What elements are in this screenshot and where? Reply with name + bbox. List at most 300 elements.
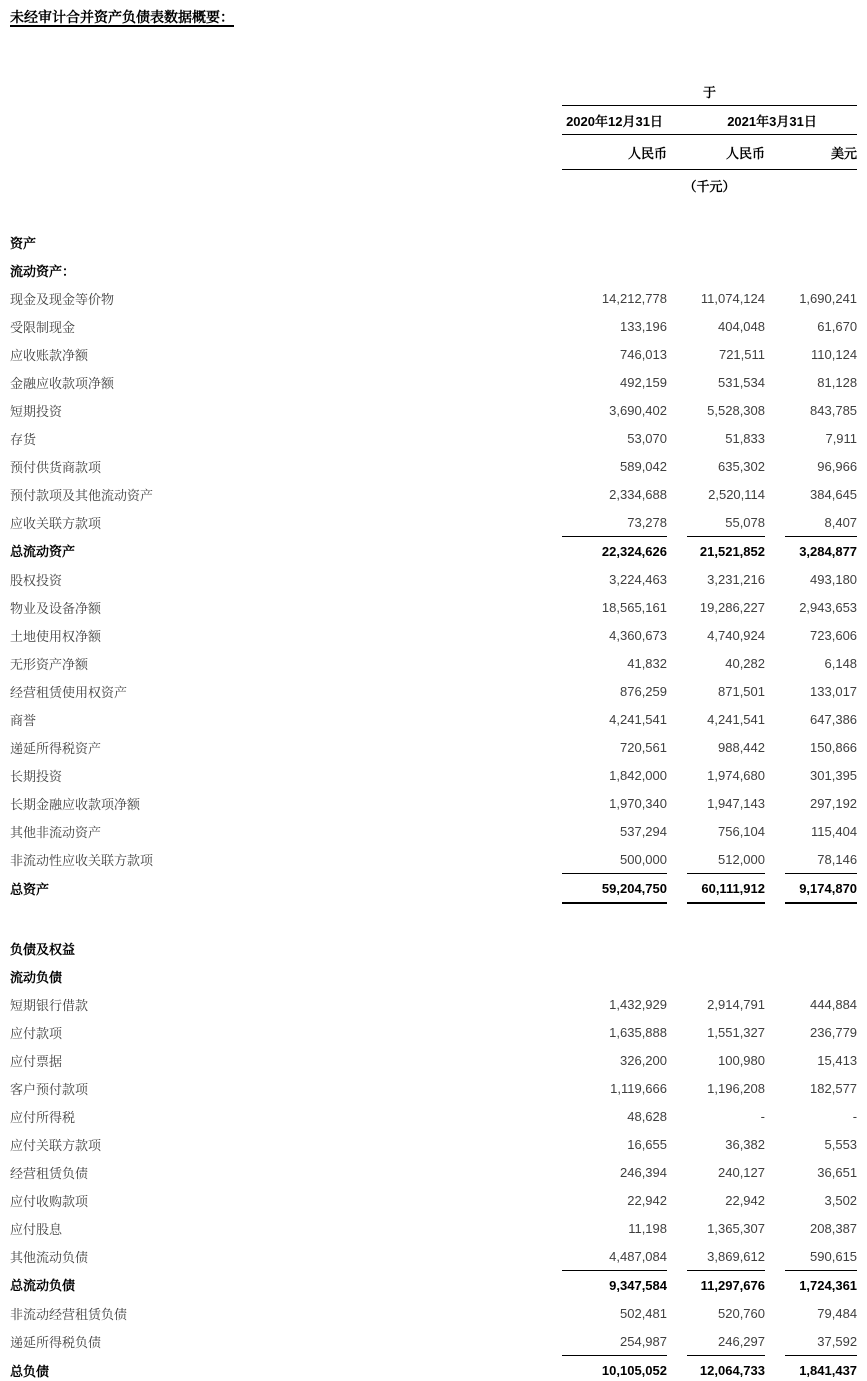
column-gap xyxy=(765,508,785,537)
column-gap xyxy=(765,537,785,566)
value-2021-03-31-usd xyxy=(785,228,857,256)
column-gap xyxy=(667,817,687,845)
row-label: 长期投资 xyxy=(10,768,63,784)
value-2021-03-31-usd: 493,180 xyxy=(810,571,858,587)
value-2021-03-31-usd: 78,146 xyxy=(785,845,857,874)
value-2020-12-31-rmb: 16,655 xyxy=(627,1136,667,1152)
table-row xyxy=(10,228,857,256)
header-currency-rmb-1: 人民币 xyxy=(562,135,667,170)
value-2021-03-31-usd: 115,404 xyxy=(811,823,858,839)
table-row xyxy=(10,312,857,340)
value-2020-12-31-rmb: 3,224,463 xyxy=(609,571,667,587)
column-gap xyxy=(765,845,785,874)
column-gap xyxy=(765,1242,785,1271)
column-gap xyxy=(667,649,687,677)
column-gap xyxy=(765,621,785,649)
value-2021-03-31-rmb: 520,760 xyxy=(718,1305,765,1321)
row-label: 应收账款净额 xyxy=(10,347,89,363)
value-2021-03-31-usd: 96,966 xyxy=(817,458,858,474)
column-gap xyxy=(765,1271,785,1300)
row-label: 短期银行借款 xyxy=(10,997,89,1013)
value-2020-12-31-rmb xyxy=(562,256,667,284)
column-gap xyxy=(765,312,785,340)
column-gap xyxy=(667,1214,687,1242)
value-2021-03-31-usd: 182,577 xyxy=(810,1080,858,1096)
row-label: 存货 xyxy=(10,431,37,447)
table-row xyxy=(10,962,857,990)
column-gap xyxy=(765,1327,785,1356)
row-label: 客户预付款项 xyxy=(10,1081,89,1097)
column-gap xyxy=(667,508,687,537)
header-currency-rmb-2: 人民币 xyxy=(687,135,765,170)
header-date-2021-03-31: 2021年3月31日 xyxy=(687,106,857,135)
value-2021-03-31-usd: 1,690,241 xyxy=(799,290,858,306)
column-gap xyxy=(667,1102,687,1130)
table-row xyxy=(10,284,857,312)
row-label: 应付股息 xyxy=(10,1221,63,1237)
row-label: 经营租赁负债 xyxy=(10,1165,89,1181)
column-gap xyxy=(765,962,785,990)
table-row xyxy=(10,789,857,817)
value-2020-12-31-rmb: 48,628 xyxy=(627,1108,667,1124)
value-2021-03-31-usd: 150,866 xyxy=(810,739,858,755)
row-label: 经营租赁使用权资产 xyxy=(10,684,128,700)
value-2021-03-31-rmb xyxy=(687,228,765,256)
value-2021-03-31-usd: 9,174,870 xyxy=(785,874,857,904)
value-2020-12-31-rmb: 589,042 xyxy=(620,458,667,474)
value-2020-12-31-rmb: 4,487,084 xyxy=(562,1242,667,1271)
value-2021-03-31-usd: 81,128 xyxy=(817,374,858,390)
table-row xyxy=(10,1074,857,1102)
table-row xyxy=(10,1186,857,1214)
table-row xyxy=(10,874,857,904)
column-gap xyxy=(667,565,687,593)
value-2020-12-31-rmb: 500,000 xyxy=(562,845,667,874)
column-gap xyxy=(667,733,687,761)
value-2020-12-31-rmb: 59,204,750 xyxy=(562,874,667,904)
column-gap xyxy=(667,284,687,312)
value-2021-03-31-rmb: - xyxy=(760,1108,765,1124)
column-gap xyxy=(765,1299,785,1327)
table-row xyxy=(10,1356,857,1381)
column-gap xyxy=(765,1046,785,1074)
row-label: 递延所得税负债 xyxy=(10,1334,102,1350)
value-2020-12-31-rmb: 73,278 xyxy=(562,508,667,537)
value-2021-03-31-rmb: 11,074,124 xyxy=(700,290,765,306)
table-row xyxy=(10,256,857,284)
value-2021-03-31-usd: 8,407 xyxy=(785,508,857,537)
table-row xyxy=(10,621,857,649)
column-gap xyxy=(765,1186,785,1214)
column-gap xyxy=(765,1356,785,1381)
value-2021-03-31-rmb: 11,297,676 xyxy=(700,1277,765,1293)
value-2020-12-31-rmb: 9,347,584 xyxy=(609,1277,667,1293)
column-gap xyxy=(667,424,687,452)
value-2021-03-31-rmb: 36,382 xyxy=(725,1136,765,1152)
value-2021-03-31-usd: 37,592 xyxy=(785,1327,857,1356)
row-label: 总流动资产 xyxy=(10,544,76,560)
column-gap xyxy=(667,452,687,480)
row-label: 股权投资 xyxy=(10,572,63,588)
value-2021-03-31-rmb: 531,534 xyxy=(718,374,765,390)
value-2020-12-31-rmb: 254,987 xyxy=(562,1327,667,1356)
value-2021-03-31-usd: 79,484 xyxy=(817,1305,858,1321)
row-label: 流动负债 xyxy=(10,969,63,985)
value-2021-03-31-rmb: 871,501 xyxy=(718,683,765,699)
value-2021-03-31-usd: 208,387 xyxy=(810,1220,858,1236)
row-label: 商誉 xyxy=(10,712,37,728)
value-2021-03-31-rmb: 1,196,208 xyxy=(707,1080,765,1096)
header-spacer-row xyxy=(10,200,857,228)
table-row xyxy=(10,537,857,566)
value-2021-03-31-rmb: 1,365,307 xyxy=(707,1220,765,1236)
table-row xyxy=(10,1046,857,1074)
row-label: 长期金融应收款项净额 xyxy=(10,796,141,812)
column-gap xyxy=(667,1130,687,1158)
table-row xyxy=(10,1158,857,1186)
column-gap xyxy=(667,593,687,621)
value-2021-03-31-usd: 61,670 xyxy=(817,318,858,334)
header-label-spacer xyxy=(10,77,562,106)
header-asof-row xyxy=(10,77,857,106)
value-2021-03-31-usd: 647,386 xyxy=(810,711,858,727)
value-2021-03-31-rmb xyxy=(687,962,765,990)
column-gap xyxy=(765,789,785,817)
value-2020-12-31-rmb: 18,565,161 xyxy=(601,599,667,615)
value-2021-03-31-rmb: 721,511 xyxy=(718,346,765,362)
value-2021-03-31-rmb: 22,942 xyxy=(725,1192,765,1208)
row-label: 资产 xyxy=(10,235,37,251)
column-gap xyxy=(765,284,785,312)
table-row xyxy=(10,705,857,733)
column-gap xyxy=(765,1214,785,1242)
value-2021-03-31-usd: 110,124 xyxy=(811,346,858,362)
column-gap xyxy=(667,789,687,817)
value-2021-03-31-usd xyxy=(785,256,857,284)
row-label: 非流动经营租赁负债 xyxy=(10,1306,128,1322)
table-row xyxy=(10,677,857,705)
value-2020-12-31-rmb: 11,198 xyxy=(628,1220,667,1236)
row-label: 受限制现金 xyxy=(10,319,76,335)
value-2021-03-31-usd: 236,779 xyxy=(810,1024,858,1040)
section-spacer-row xyxy=(10,903,857,934)
value-2020-12-31-rmb xyxy=(562,228,667,256)
value-2021-03-31-rmb: 5,528,308 xyxy=(707,402,765,418)
value-2021-03-31-rmb: 21,521,852 xyxy=(699,543,765,559)
value-2021-03-31-usd: 7,911 xyxy=(825,430,858,446)
column-gap xyxy=(667,705,687,733)
header-gap xyxy=(667,135,687,170)
table-row xyxy=(10,1271,857,1300)
table-row xyxy=(10,934,857,962)
table-header xyxy=(10,77,857,228)
value-2020-12-31-rmb xyxy=(562,934,667,962)
header-unit: （千元） xyxy=(683,178,736,194)
column-gap xyxy=(667,1242,687,1271)
value-2021-03-31-rmb: 55,078 xyxy=(687,508,765,537)
row-label: 负债及权益 xyxy=(10,941,76,957)
column-gap xyxy=(667,1158,687,1186)
table-row xyxy=(10,1018,857,1046)
column-gap xyxy=(765,677,785,705)
column-gap xyxy=(765,761,785,789)
column-gap xyxy=(765,934,785,962)
header-currency-usd: 美元 xyxy=(785,135,857,170)
column-gap xyxy=(765,1130,785,1158)
row-label: 预付供货商款项 xyxy=(10,459,102,475)
value-2020-12-31-rmb: 2,334,688 xyxy=(609,486,667,502)
value-2020-12-31-rmb: 14,212,778 xyxy=(601,290,667,306)
value-2021-03-31-usd: 2,943,653 xyxy=(799,599,858,615)
table-row xyxy=(10,845,857,874)
value-2020-12-31-rmb: 246,394 xyxy=(620,1164,667,1180)
column-gap xyxy=(765,340,785,368)
row-label: 总负债 xyxy=(10,1363,50,1379)
value-2021-03-31-usd: 590,615 xyxy=(785,1242,857,1271)
row-label: 应付票据 xyxy=(10,1053,63,1069)
column-gap xyxy=(667,934,687,962)
value-2021-03-31-rmb: 3,869,612 xyxy=(687,1242,765,1271)
column-gap xyxy=(667,228,687,256)
value-2020-12-31-rmb: 537,294 xyxy=(620,823,667,839)
value-2020-12-31-rmb: 876,259 xyxy=(620,683,667,699)
balance-sheet-table xyxy=(10,77,857,1381)
header-gap xyxy=(765,135,785,170)
column-gap xyxy=(765,817,785,845)
value-2021-03-31-usd: 843,785 xyxy=(810,402,858,418)
column-gap xyxy=(667,845,687,874)
table-row xyxy=(10,761,857,789)
value-2021-03-31-usd: - xyxy=(852,1108,858,1124)
column-gap xyxy=(765,1102,785,1130)
row-label: 短期投资 xyxy=(10,403,63,419)
table-row xyxy=(10,1102,857,1130)
row-label: 应收关联方款项 xyxy=(10,515,102,531)
value-2020-12-31-rmb: 326,200 xyxy=(620,1052,667,1068)
value-2021-03-31-usd: 723,606 xyxy=(810,627,858,643)
column-gap xyxy=(667,312,687,340)
value-2021-03-31-rmb: 1,974,680 xyxy=(707,767,765,783)
value-2021-03-31-rmb: 3,231,216 xyxy=(707,571,765,587)
column-gap xyxy=(667,1046,687,1074)
column-gap xyxy=(667,340,687,368)
row-label: 应付款项 xyxy=(10,1025,63,1041)
column-gap xyxy=(667,1074,687,1102)
document-title xyxy=(10,8,867,29)
document-title-text: 未经审计合并资产负债表数据概要： xyxy=(10,9,234,25)
value-2020-12-31-rmb: 22,942 xyxy=(627,1192,667,1208)
column-gap xyxy=(765,1018,785,1046)
column-gap xyxy=(667,396,687,424)
column-gap xyxy=(765,396,785,424)
table-row xyxy=(10,452,857,480)
column-gap xyxy=(667,621,687,649)
column-gap xyxy=(667,480,687,508)
row-label: 预付款项及其他流动资产 xyxy=(10,487,154,503)
value-2021-03-31-rmb: 19,286,227 xyxy=(699,599,765,615)
column-gap xyxy=(667,677,687,705)
row-label: 金融应收款项净额 xyxy=(10,375,115,391)
column-gap xyxy=(667,537,687,566)
column-gap xyxy=(667,1356,687,1381)
table-row xyxy=(10,1130,857,1158)
table-row xyxy=(10,990,857,1018)
column-gap xyxy=(765,256,785,284)
row-label: 物业及设备净额 xyxy=(10,600,102,616)
value-2021-03-31-rmb: 51,833 xyxy=(725,430,765,446)
value-2021-03-31-usd: 6,148 xyxy=(824,655,858,671)
value-2021-03-31-rmb xyxy=(687,934,765,962)
value-2020-12-31-rmb: 3,690,402 xyxy=(609,402,667,418)
value-2021-03-31-rmb: 4,241,541 xyxy=(707,711,765,727)
row-label: 应付所得税 xyxy=(10,1109,76,1125)
table-row xyxy=(10,565,857,593)
header-dates-row xyxy=(10,106,857,135)
table-row xyxy=(10,733,857,761)
table-row xyxy=(10,1299,857,1327)
header-currency-row xyxy=(10,135,857,170)
column-gap xyxy=(765,733,785,761)
value-2020-12-31-rmb: 492,159 xyxy=(620,374,667,390)
row-label: 应付收购款项 xyxy=(10,1193,89,1209)
value-2021-03-31-rmb: 404,048 xyxy=(718,318,765,334)
header-asof: 于 xyxy=(562,77,857,106)
table-row xyxy=(10,593,857,621)
spacer xyxy=(10,200,857,228)
value-2021-03-31-usd: 133,017 xyxy=(810,683,858,699)
table-row xyxy=(10,817,857,845)
column-gap xyxy=(667,1186,687,1214)
column-gap xyxy=(667,1299,687,1327)
value-2021-03-31-rmb: 240,127 xyxy=(718,1164,765,1180)
value-2020-12-31-rmb: 502,481 xyxy=(620,1305,667,1321)
value-2020-12-31-rmb xyxy=(562,962,667,990)
value-2020-12-31-rmb: 53,070 xyxy=(627,430,667,446)
header-gap xyxy=(667,106,687,135)
table-row xyxy=(10,1327,857,1356)
value-2021-03-31-usd xyxy=(785,962,857,990)
value-2020-12-31-rmb: 1,119,666 xyxy=(610,1080,667,1096)
column-gap xyxy=(765,480,785,508)
column-gap xyxy=(765,368,785,396)
column-gap xyxy=(765,565,785,593)
value-2021-03-31-rmb: 988,442 xyxy=(718,739,765,755)
value-2021-03-31-usd: 36,651 xyxy=(817,1164,858,1180)
column-gap xyxy=(667,1327,687,1356)
value-2021-03-31-usd: 444,884 xyxy=(810,996,858,1012)
column-gap xyxy=(667,256,687,284)
value-2021-03-31-usd: 3,502 xyxy=(824,1192,858,1208)
row-label: 总流动负债 xyxy=(10,1278,76,1294)
row-label: 无形资产净额 xyxy=(10,656,89,672)
column-gap xyxy=(667,761,687,789)
row-label: 其他非流动资产 xyxy=(10,824,102,840)
table-row xyxy=(10,508,857,537)
value-2021-03-31-usd: 1,724,361 xyxy=(799,1277,858,1293)
column-gap xyxy=(667,1271,687,1300)
column-gap xyxy=(765,649,785,677)
header-label-spacer xyxy=(10,170,562,201)
table-row xyxy=(10,1242,857,1271)
value-2021-03-31-rmb: 2,520,114 xyxy=(708,486,765,502)
row-label: 非流动性应收关联方款项 xyxy=(10,852,154,868)
column-gap xyxy=(765,424,785,452)
column-gap xyxy=(765,593,785,621)
column-gap xyxy=(667,1018,687,1046)
table-row xyxy=(10,396,857,424)
table-body xyxy=(10,228,857,1381)
value-2021-03-31-rmb xyxy=(687,256,765,284)
row-label: 流动资产： xyxy=(10,263,76,279)
value-2020-12-31-rmb: 10,105,052 xyxy=(562,1356,667,1381)
header-date-2020-12-31: 2020年12月31日 xyxy=(562,106,667,135)
row-label: 土地使用权净额 xyxy=(10,628,102,644)
value-2020-12-31-rmb: 4,360,673 xyxy=(609,627,667,643)
table-row xyxy=(10,340,857,368)
value-2020-12-31-rmb: 41,832 xyxy=(627,655,667,671)
column-gap xyxy=(765,990,785,1018)
column-gap xyxy=(765,228,785,256)
value-2020-12-31-rmb: 1,842,000 xyxy=(609,767,667,783)
column-gap xyxy=(765,1074,785,1102)
column-gap xyxy=(667,874,687,904)
table-row xyxy=(10,1214,857,1242)
value-2021-03-31-rmb: 100,980 xyxy=(718,1052,765,1068)
header-label-spacer xyxy=(10,106,562,135)
value-2021-03-31-usd xyxy=(785,934,857,962)
value-2020-12-31-rmb: 133,196 xyxy=(620,318,667,334)
value-2021-03-31-usd: 301,395 xyxy=(810,767,858,783)
column-gap xyxy=(667,962,687,990)
row-label: 应付关联方款项 xyxy=(10,1137,102,1153)
value-2021-03-31-rmb: 12,064,733 xyxy=(687,1356,765,1381)
value-2021-03-31-rmb: 756,104 xyxy=(718,823,765,839)
value-2021-03-31-usd: 5,553 xyxy=(824,1136,858,1152)
value-2021-03-31-rmb: 40,282 xyxy=(725,655,765,671)
value-2020-12-31-rmb: 4,241,541 xyxy=(609,711,667,727)
table-row xyxy=(10,480,857,508)
value-2021-03-31-rmb: 1,551,327 xyxy=(707,1024,765,1040)
column-gap xyxy=(765,874,785,904)
value-2021-03-31-rmb: 1,947,143 xyxy=(707,795,765,811)
value-2021-03-31-usd: 3,284,877 xyxy=(799,543,858,559)
column-gap xyxy=(765,1158,785,1186)
row-label: 现金及现金等价物 xyxy=(10,291,115,307)
value-2021-03-31-usd: 384,645 xyxy=(810,486,858,502)
value-2021-03-31-rmb: 60,111,912 xyxy=(687,874,765,904)
table-row xyxy=(10,649,857,677)
row-label: 其他流动负债 xyxy=(10,1249,89,1265)
column-gap xyxy=(667,990,687,1018)
header-unit-row xyxy=(10,170,857,201)
value-2021-03-31-rmb: 4,740,924 xyxy=(707,627,765,643)
column-gap xyxy=(765,452,785,480)
value-2020-12-31-rmb: 720,561 xyxy=(620,739,667,755)
value-2020-12-31-rmb: 1,635,888 xyxy=(609,1024,667,1040)
value-2021-03-31-rmb: 635,302 xyxy=(718,458,765,474)
column-gap xyxy=(765,705,785,733)
row-label: 总资产 xyxy=(10,881,50,897)
row-label: 递延所得税资产 xyxy=(10,740,102,756)
value-2021-03-31-rmb: 246,297 xyxy=(687,1327,765,1356)
value-2021-03-31-rmb: 512,000 xyxy=(687,845,765,874)
value-2020-12-31-rmb: 746,013 xyxy=(620,346,667,362)
value-2020-12-31-rmb: 1,970,340 xyxy=(609,795,667,811)
header-label-spacer xyxy=(10,135,562,170)
value-2021-03-31-usd: 15,413 xyxy=(817,1052,858,1068)
value-2021-03-31-usd: 297,192 xyxy=(810,795,858,811)
value-2020-12-31-rmb: 1,432,929 xyxy=(609,996,667,1012)
